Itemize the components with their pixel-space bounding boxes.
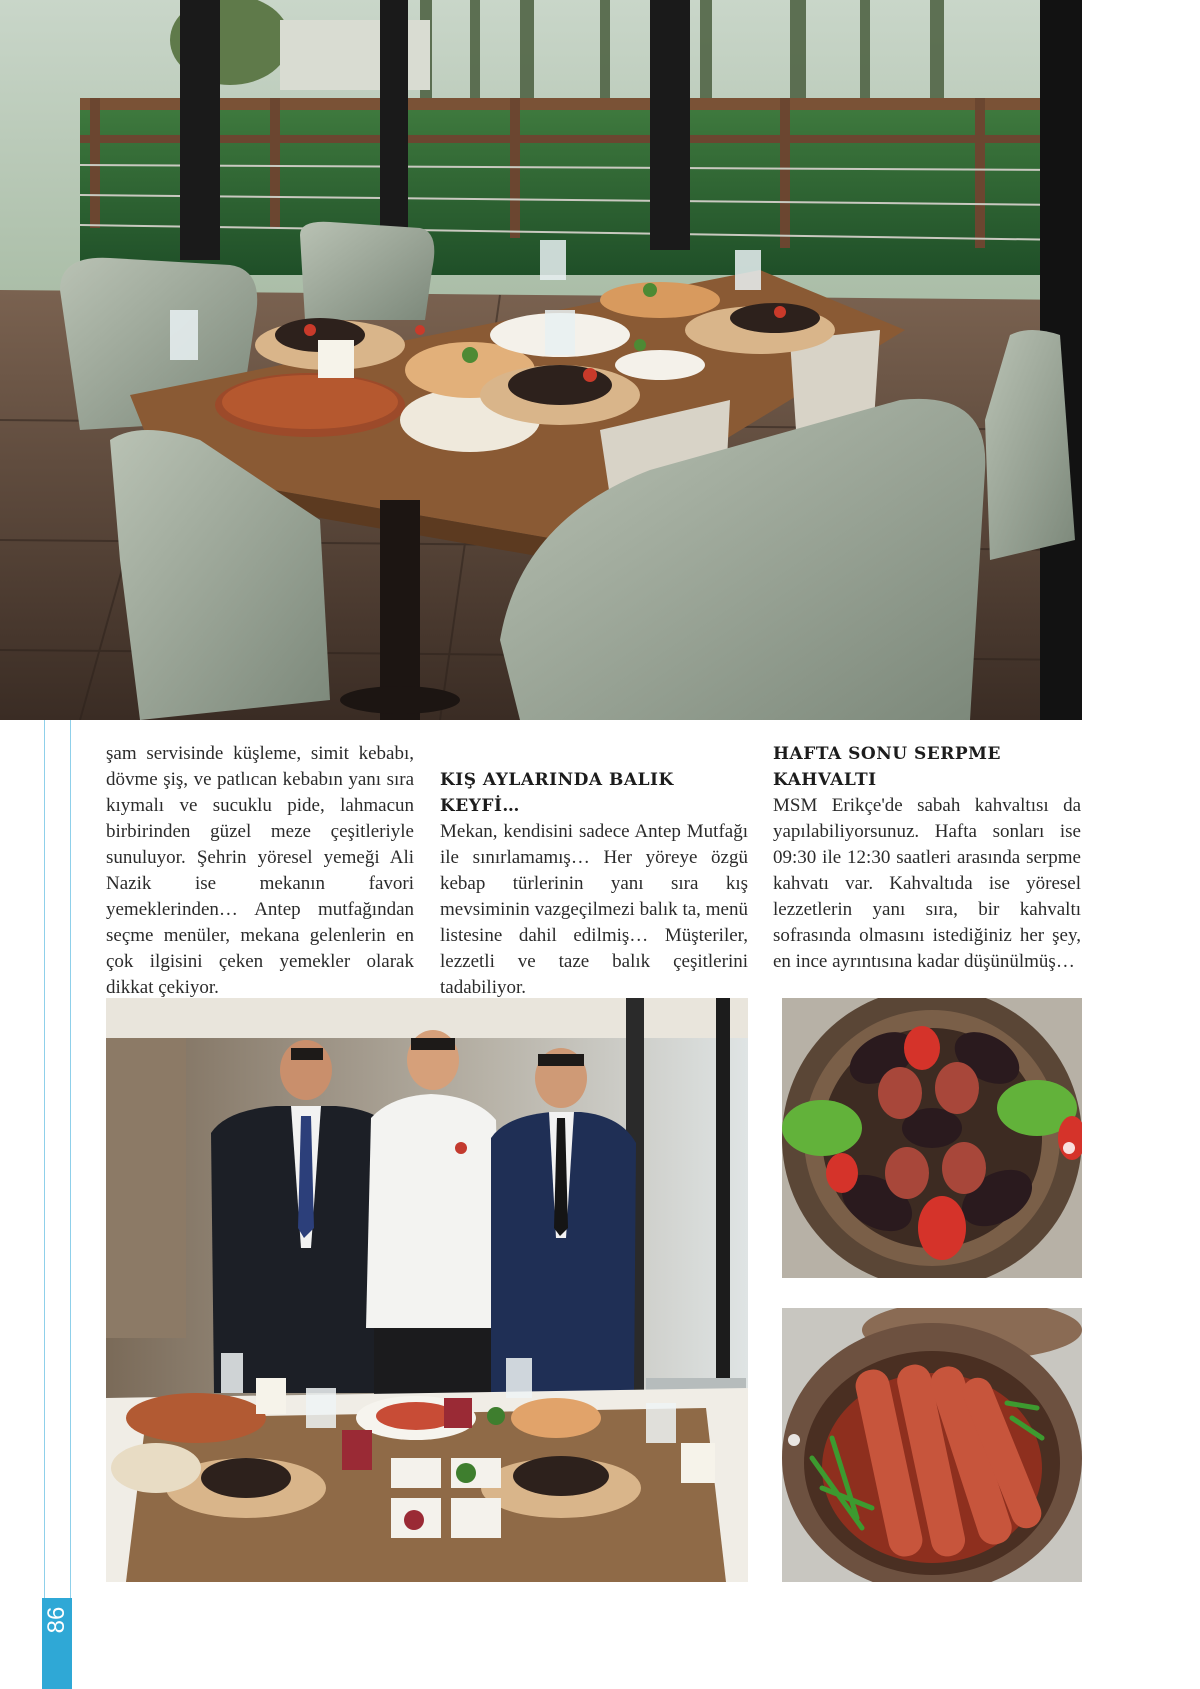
adana-kebab-photo: [782, 1308, 1082, 1582]
eggplant-kebab-photo: [782, 998, 1082, 1278]
staff-group-photo: [106, 998, 748, 1582]
article-column-1: [106, 741, 414, 1001]
article-column-3: [773, 741, 1081, 975]
article-column-2: [440, 767, 748, 1001]
column-2-heading: KIŞ AYLARINDA BALIK KEYFİ…: [440, 770, 674, 816]
column-3-body: MSM Erikçe'de sabah kahvaltısı da yapılabiliyorsunuz. Hafta sonları ise 09:30 ile 12:30 saatleri arasında serpme kahvatı var. Kahvaltıda ise yöresel lezzetlerin yanı sıra, bir kahvaltı sofrasında olmasını istediğiniz her şey, en ince ayrıntısına kadar düşünülmüş…: [773, 795, 1081, 972]
column-1-body: şam servisinde küşleme, simit kebabı, dövme şiş, ve patlıcan kebabın yanı sıra kıymalı ve sucuklu pide, lahmacun birbirinden güzel meze çeşitleriyle sunuluyor. Şehrin yöresel yemeği Ali Nazik ise mekanın favori yemeklerinden… Antep mutfağından seçme menüler, mekana gelenlerin en çok ilgisini çeken yemekler olarak dikkat çekiyor.: [106, 743, 414, 998]
column-2-body: Mekan, kendisini sadece Antep Mutfağı ile sınırlamamış… Her yöreye özgü kebap türlerinin yanı sıra kış mevsiminin vazgeçilmezi balık ta, menü listesine dahil edilmiş… Müşteriler, lezzetli ve taze balık çeşitlerini tadabiliyor.: [440, 821, 748, 998]
column-3-heading: HAFTA SONU SERPME KAHVALTI: [773, 744, 1001, 790]
page-number: 86: [43, 1606, 70, 1634]
hero-restaurant-photo: [0, 0, 1082, 720]
